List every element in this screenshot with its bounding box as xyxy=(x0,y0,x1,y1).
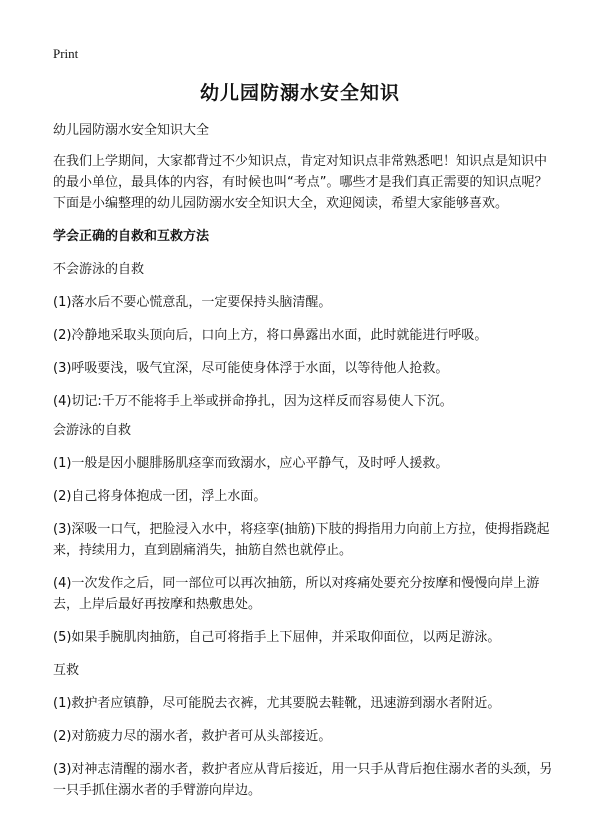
intro-paragraph: 在我们上学期间，大家都背过不少知识点，肯定对知识点非常熟悉吧！知识点是知识中的最小单位，最具体的内容，有时候也叫“考点”。哪些才是我们真正需要的知识点呢？下面是小编整理的幼儿园防溺水安全知识大全，欢迎阅读，希望大家能够喜欢。 xyxy=(53,154,548,211)
article-body xyxy=(53,120,553,813)
list-item: (2)对筋疲力尽的溺水者，救护者可从头部接近。 xyxy=(53,729,332,744)
page-title: 幼儿园防溺水安全知识 xyxy=(199,82,400,104)
list-item: (1)一般是因小腿腓肠肌痉挛而致溺水，应心平静气，及时呼人援救。 xyxy=(53,456,449,471)
article-subtitle: 幼儿园防溺水安全知识大全 xyxy=(53,123,210,138)
list-item: (2)自己将身体抱成一团，浮上水面。 xyxy=(53,489,267,504)
list-item: (1)救护者应镇静，尽可能脱去衣裤，尤其要脱去鞋靴，迅速游到溺水者附近。 xyxy=(53,696,501,711)
list-item: (3)呼吸要浅，吸气宜深，尽可能使身体浮于水面，以等待他人抢救。 xyxy=(53,361,449,376)
group-heading-non-swimmer: 不会游泳的自救 xyxy=(53,262,145,277)
group-heading-mutual-rescue: 互救 xyxy=(53,663,80,678)
list-item: (3)深吸一口气，把脸浸入水中，将痉挛(抽筋)下肢的拇指用力向前上方拉，使拇指跷起来，持续用力，直到剧痛消失，抽筋自然也就停止。 xyxy=(53,522,550,558)
list-item: (2)冷静地采取头顶向后，口向上方，将口鼻露出水面，此时就能进行呼吸。 xyxy=(53,328,488,343)
list-item: (5)如果手腕肌肉抽筋，自己可将指手上下屈伸，并采取仰面位，以两足游泳。 xyxy=(53,630,501,645)
group-heading-swimmer: 会游泳的自救 xyxy=(53,423,132,438)
list-item: (3)对神志清醒的溺水者，救护者应从背后接近，用一只手从背后抱住溺水者的头颈，另一只手抓住溺水者的手臂游向岸边。 xyxy=(53,762,553,798)
list-item: (1)落水后不要心慌意乱，一定要保持头脑清醒。 xyxy=(53,295,332,310)
section-heading: 学会正确的自救和互救方法 xyxy=(53,229,210,244)
print-link[interactable]: Print xyxy=(53,46,79,61)
list-item: (4)一次发作之后，同一部位可以再次抽筋，所以对疼痛处要充分按摩和慢慢向岸上游去，上岸后最好再按摩和热敷患处。 xyxy=(53,576,540,612)
list-item: (4)切记:千万不能将手上举或拼命挣扎，因为这样反而容易使人下沉。 xyxy=(53,394,453,409)
